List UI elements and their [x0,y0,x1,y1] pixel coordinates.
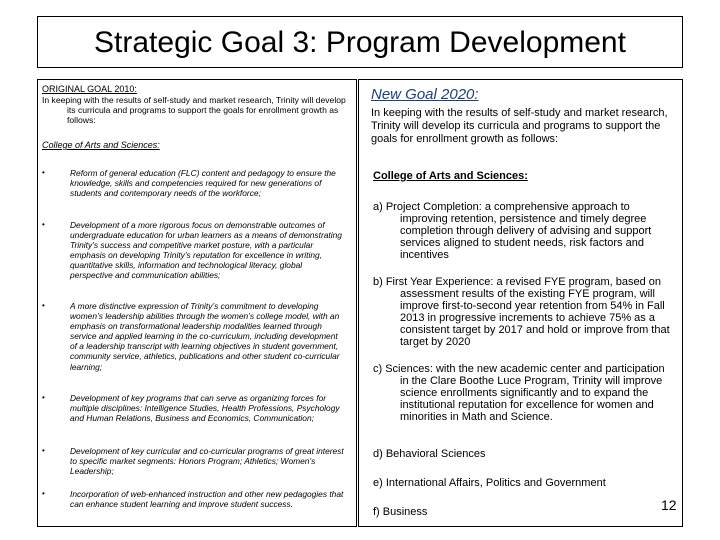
title-box [37,16,683,68]
new-college-heading: College of Arts and Sciences: [373,170,528,182]
original-bullet-text: A more distinctive expression of Trinity’s commitment to developing women’s leadership abilities through the women’s college model, with an emphasis on transformational leadership modalities learned through service and applied learning in the co-curriculum, including development of a leadership transcript with learning objectives in student government, community service, athletics, publications and other student co-curricular learning; [70,301,340,372]
original-bullet-text: Development of key curricular and co-curricular programs of great interest to specific market segments: Honors Program; Athletics; Women’s Leadership; [70,446,344,477]
bullet-icon: • [42,220,45,229]
original-bullet-text: Incorporation of web-enhanced instruction and other new pedagogies that can enhance student learning and improve student success. [70,489,344,510]
new-goal-item: a) Project Completion: a comprehensive approach to improving retention, persistence and timely degree completion through delivery of advising and support services aligned to student needs, risk factors and incentives [373,201,652,261]
bullet-icon: • [42,446,45,455]
page-number: 12 [661,497,677,513]
new-goal-item: f) Business [373,506,428,518]
original-goal-label: ORIGINAL GOAL 2010: [42,84,137,94]
original-bullet-text: Reform of general education (FLC) content and pedagogy to ensure the knowledge, skills and competencies required for new generations of students and contemporary needs of the workforce; [70,168,336,199]
original-goal-panel [37,79,357,527]
original-college-heading: College of Arts and Sciences: [42,140,160,150]
bullet-icon: • [42,393,45,402]
new-goal-intro: In keeping with the results of self-study and market research, Trinity will develop its curricula and programs to support the goals for enrollment growth as follows: [371,107,668,145]
bullet-icon: • [42,301,45,310]
new-goal-item: b) First Year Experience: a revised FYE program, based on assessment results of the existing FYE program, will improve first-to-second year retention from 54% in Fall 2013 in progressive increments to achieve 75% as a consistent target by 2017 and hold or improve from that target by 2020 [373,276,670,348]
bullet-icon: • [42,489,45,498]
new-goal-item: c) Sciences: with the new academic center and participation in the Clare Boothe Luce Program, Trinity will improve science enrollments significantly and to expand the institutional reputation for excellence for women and minorities in Math and Science. [373,363,665,423]
new-goal-panel [358,79,683,527]
original-goal-intro: In keeping with the results of self-study and market research, Trinity will develop its curricula and programs to support the goals for enrollment growth as follows: [42,95,346,126]
new-goal-title: New Goal 2020: [371,86,479,103]
slide-title: Strategic Goal 3: Program Development [94,26,626,59]
new-goal-item: d) Behavioral Sciences [373,448,486,460]
new-goal-item: e) International Affairs, Politics and Government [373,477,606,489]
bullet-icon: • [42,168,45,177]
original-bullet-text: Development of a more rigorous focus on demonstrable outcomes of undergraduate education for urban learners as a means of demonstrating Trinity’s success and competitive market posture, with a particular emphasis on developing Trinity’s reputation for excellence in writing, quantitative skills, information and technological literacy, global perspective and communication abilities; [70,220,342,281]
original-bullet-text: Development of key programs that can serve as organizing forces for multiple disciplines: Intelligence Studies, Health Professions, Psychology and Human Relations, Business and Economics, Communication; [70,393,340,424]
